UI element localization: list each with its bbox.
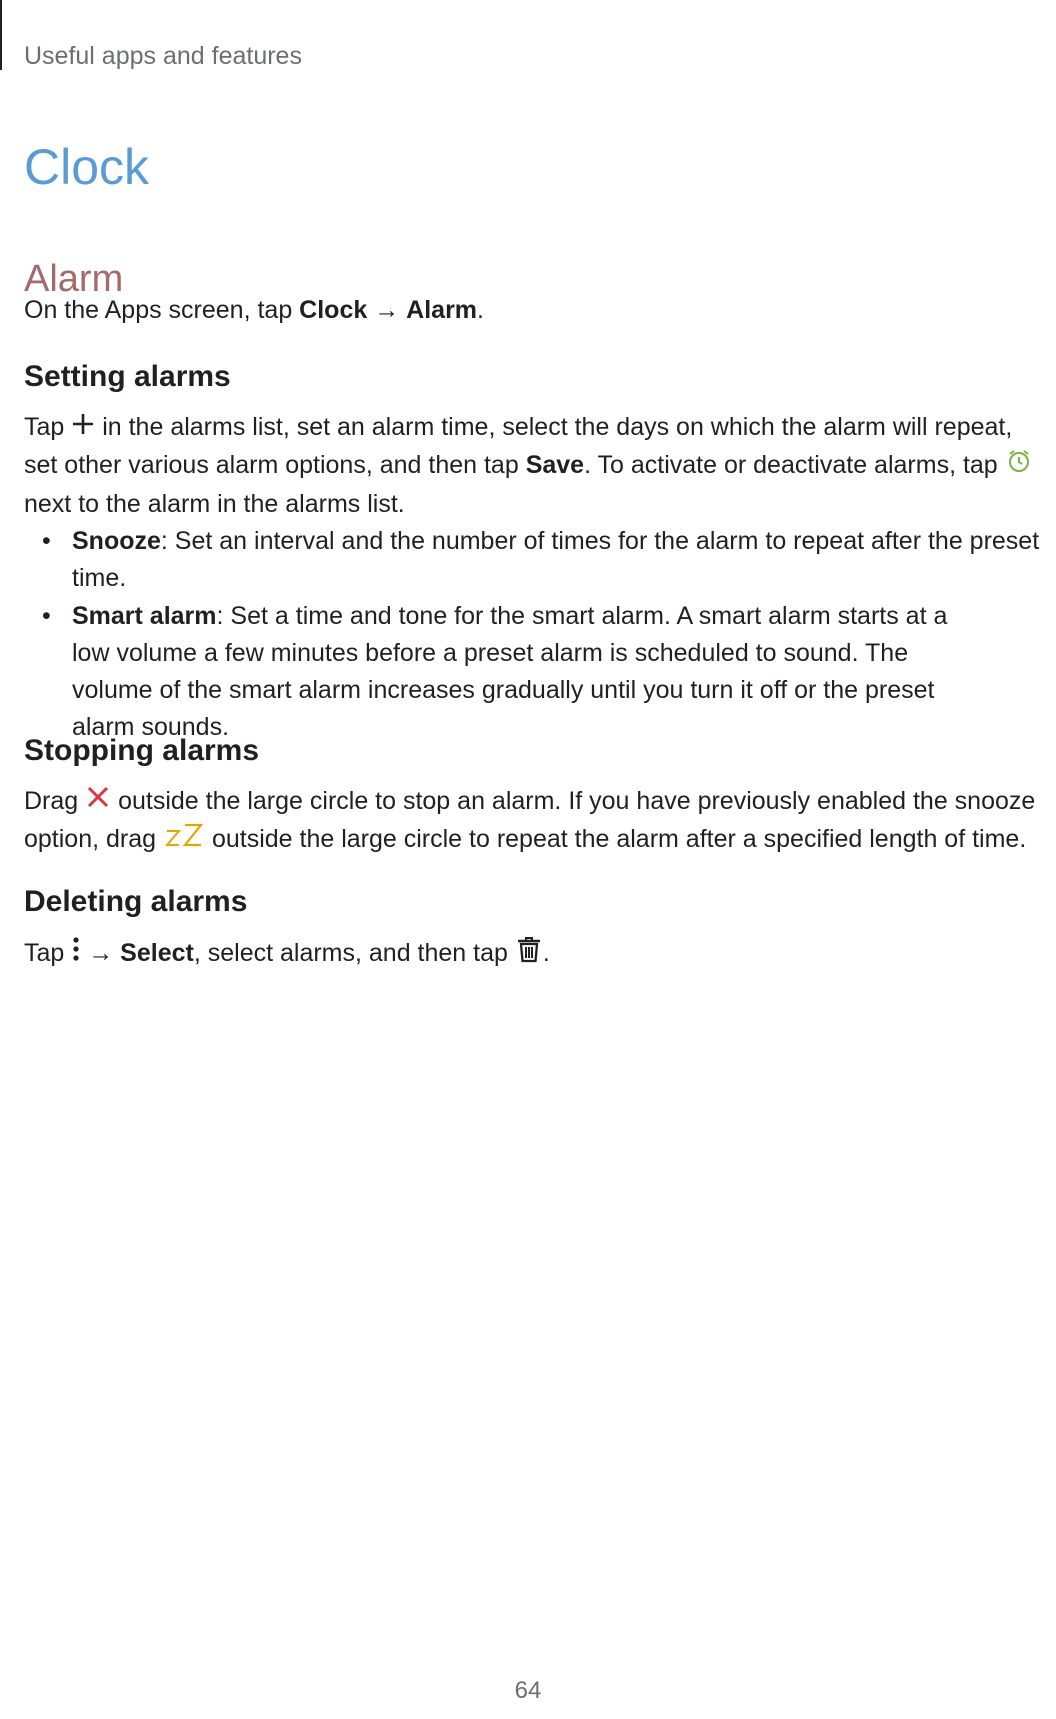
page-title: Clock	[24, 139, 150, 195]
page-number: 64	[514, 1677, 542, 1704]
more-options-icon	[71, 935, 81, 974]
list-item-snooze: • Snooze: Set an interval and the number of times for the alarm to repeat after the preset time.	[42, 527, 1040, 592]
setting-alarms-paragraph: Tap in the alarms list, set an alarm time, select the days on which the alarm will repeat, set other various alarm options, and then tap Save. To activate or deactivate alarms, tap next to the alarm in the alarms list.	[24, 409, 1044, 523]
select-term: Select	[120, 939, 194, 968]
deleting-alarms-heading: Deleting alarms	[24, 885, 248, 918]
stopping-alarms-paragraph: Drag outside the large circle to stop an alarm. If you have previously enabled the snooze option, drag outside the large circle to repeat the alarm after a specified length of time.	[24, 783, 1044, 859]
clock-term: Clock	[299, 296, 368, 324]
plus-icon	[71, 410, 95, 447]
smart-alarm-term: Smart alarm	[72, 602, 217, 630]
running-header: Useful apps and features	[24, 42, 302, 70]
save-term: Save	[525, 451, 585, 479]
snooze-zz-icon	[163, 822, 205, 859]
stopping-alarms-heading: Stopping alarms	[24, 734, 260, 767]
section-title-alarm: Alarm	[24, 258, 124, 300]
alarm-clock-icon	[1005, 447, 1033, 486]
alarm-term: Alarm	[406, 296, 478, 324]
deleting-alarms-paragraph: Tap → Select, select alarms, and then tap .	[24, 935, 1044, 974]
snooze-term: Snooze	[72, 527, 161, 555]
trash-icon	[515, 935, 543, 974]
list-item-smart-alarm: • Smart alarm: Set a time and tone for the smart alarm. A smart alarm starts at a low volume a few minutes before a preset alarm is scheduled to sound. The volume of the smart alarm increases gradually until you turn it off or the preset alarm sounds.	[42, 602, 948, 741]
close-x-icon	[85, 784, 111, 821]
setting-alarms-heading: Setting alarms	[24, 360, 231, 393]
alarm-intro: On the Apps screen, tap Clock → Alarm.	[24, 296, 484, 324]
side-rule	[0, 0, 2, 70]
